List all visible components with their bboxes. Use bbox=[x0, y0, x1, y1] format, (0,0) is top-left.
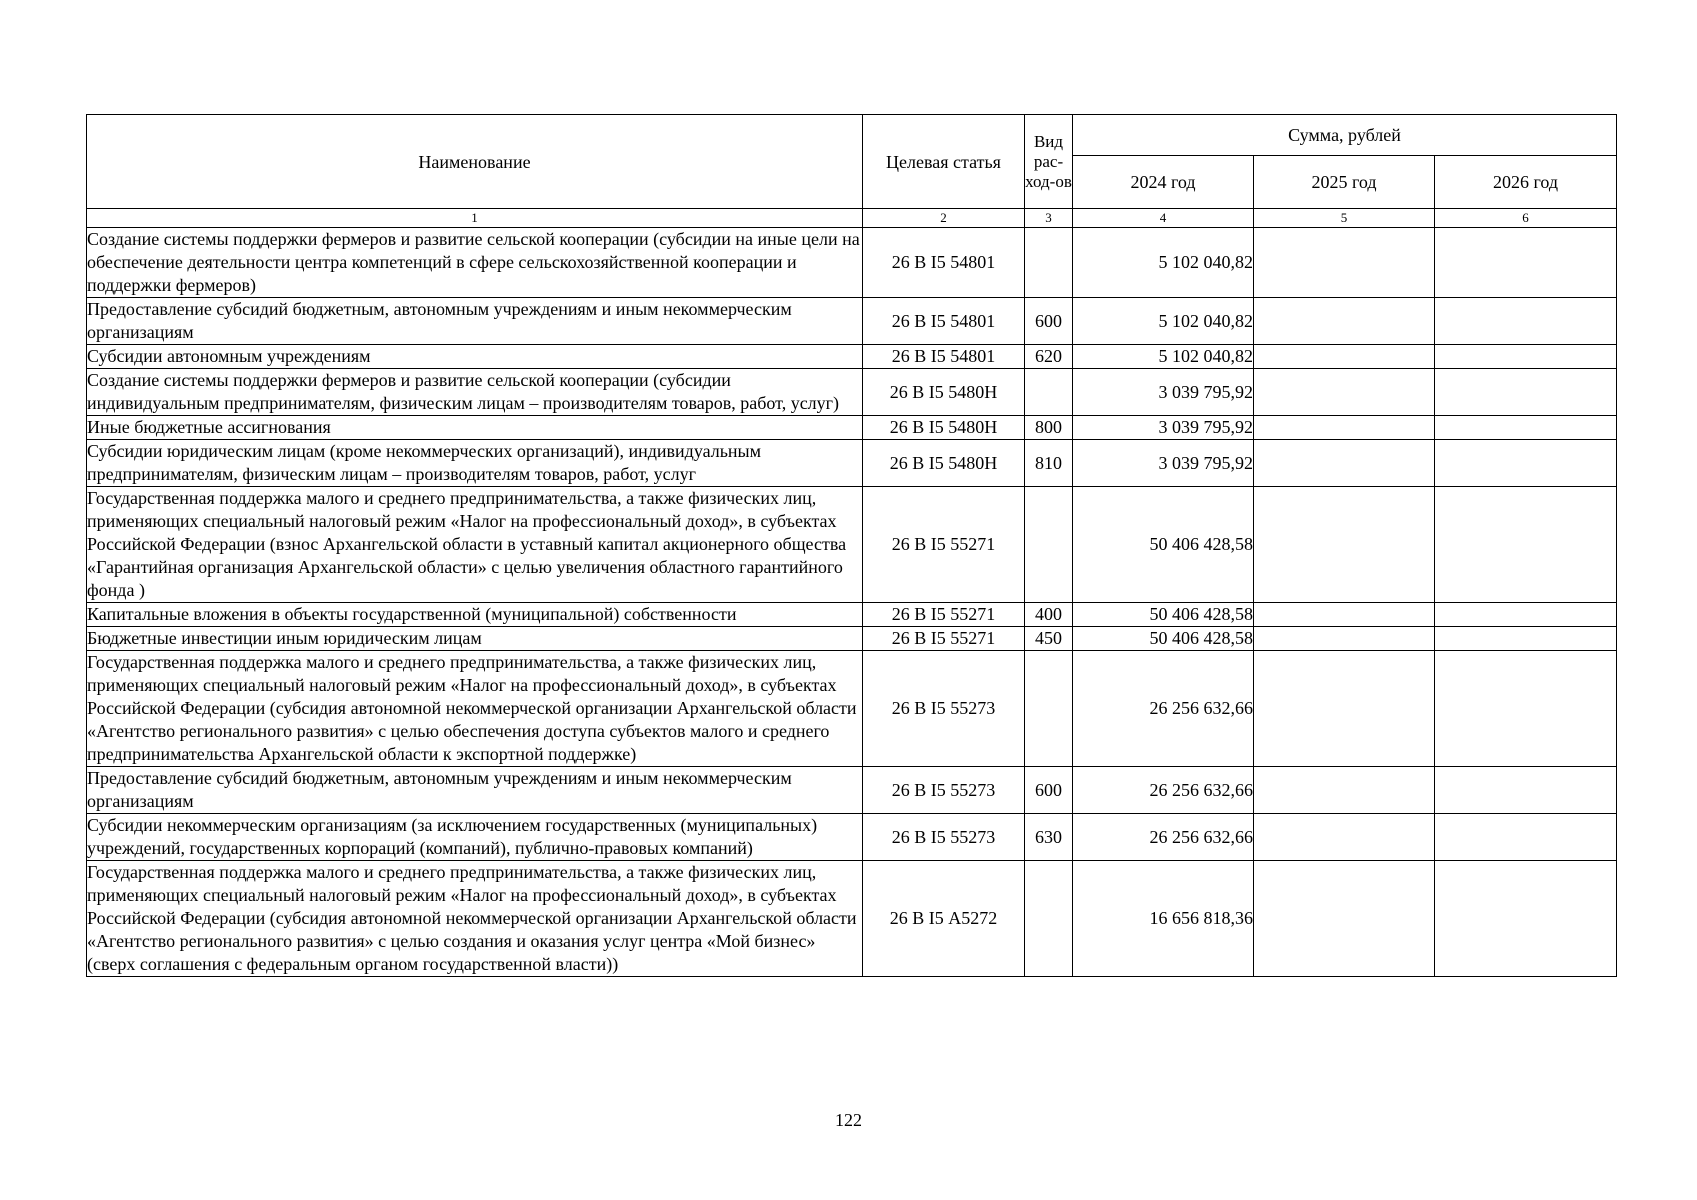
header-year-2024: 2024 год bbox=[1073, 156, 1254, 209]
row-amount-2024: 26 256 632,66 bbox=[1073, 767, 1254, 814]
row-amount-2025 bbox=[1254, 440, 1435, 487]
row-amount-2024: 5 102 040,82 bbox=[1073, 345, 1254, 369]
table-header bbox=[87, 115, 1617, 228]
table-row bbox=[87, 228, 1617, 298]
row-target-article: 26 В I5 5480Н bbox=[863, 440, 1025, 487]
row-amount-2025 bbox=[1254, 814, 1435, 861]
row-amount-2026 bbox=[1435, 861, 1617, 977]
row-expense-type bbox=[1025, 369, 1073, 416]
header-expense-type: Вид рас-ход-ов bbox=[1025, 115, 1073, 209]
row-amount-2026 bbox=[1435, 228, 1617, 298]
table-row bbox=[87, 767, 1617, 814]
row-target-article: 26 В I5 55273 bbox=[863, 767, 1025, 814]
row-expense-type: 400 bbox=[1025, 603, 1073, 627]
row-amount-2024: 50 406 428,58 bbox=[1073, 627, 1254, 651]
table-row bbox=[87, 369, 1617, 416]
row-expense-type: 600 bbox=[1025, 298, 1073, 345]
row-target-article: 26 В I5 55273 bbox=[863, 651, 1025, 767]
column-number: 1 bbox=[87, 209, 863, 228]
row-target-article: 26 В I5 55273 bbox=[863, 814, 1025, 861]
row-amount-2026 bbox=[1435, 440, 1617, 487]
row-amount-2024: 5 102 040,82 bbox=[1073, 298, 1254, 345]
row-amount-2025 bbox=[1254, 298, 1435, 345]
row-amount-2026 bbox=[1435, 298, 1617, 345]
row-expense-type: 810 bbox=[1025, 440, 1073, 487]
page-number: 122 bbox=[835, 1110, 862, 1130]
row-name: Субсидии юридическим лицам (кроме некоммерческих организаций), индивидуальным предпринимателям, физическим лицам – производителям товаров, работ, услуг bbox=[87, 440, 863, 487]
row-amount-2025 bbox=[1254, 603, 1435, 627]
header-sum: Сумма, рублей bbox=[1073, 115, 1617, 156]
row-amount-2026 bbox=[1435, 651, 1617, 767]
row-amount-2026 bbox=[1435, 767, 1617, 814]
table-row bbox=[87, 861, 1617, 977]
row-target-article: 26 В I5 54801 bbox=[863, 298, 1025, 345]
row-amount-2025 bbox=[1254, 651, 1435, 767]
row-amount-2025 bbox=[1254, 627, 1435, 651]
row-amount-2025 bbox=[1254, 345, 1435, 369]
row-amount-2026 bbox=[1435, 603, 1617, 627]
row-amount-2024: 3 039 795,92 bbox=[1073, 369, 1254, 416]
row-amount-2026 bbox=[1435, 627, 1617, 651]
header-target-article: Целевая статья bbox=[863, 115, 1025, 209]
row-amount-2025 bbox=[1254, 767, 1435, 814]
header-year-2026: 2026 год bbox=[1435, 156, 1617, 209]
row-name: Бюджетные инвестиции иным юридическим лицам bbox=[87, 627, 863, 651]
row-expense-type: 800 bbox=[1025, 416, 1073, 440]
column-number: 3 bbox=[1025, 209, 1073, 228]
row-amount-2024: 5 102 040,82 bbox=[1073, 228, 1254, 298]
row-expense-type: 600 bbox=[1025, 767, 1073, 814]
row-target-article: 26 В I5 54801 bbox=[863, 345, 1025, 369]
row-target-article: 26 В I5 5480Н bbox=[863, 416, 1025, 440]
row-expense-type bbox=[1025, 487, 1073, 603]
row-expense-type bbox=[1025, 228, 1073, 298]
row-target-article: 26 В I5 55271 bbox=[863, 603, 1025, 627]
table-row bbox=[87, 603, 1617, 627]
row-name: Государственная поддержка малого и среднего предпринимательства, а также физических лиц, применяющих специальный налоговый режим «Налог на профессиональный доход», в субъектах Российской Федерации (субсидия автономной некоммерческой организации Архангельской области «Агентство регионального развития» с целью обеспечения доступа субъектов малого и среднего предпринимательства Архангельской области к экспортной поддержке) bbox=[87, 651, 863, 767]
row-amount-2024: 3 039 795,92 bbox=[1073, 416, 1254, 440]
table-row bbox=[87, 440, 1617, 487]
column-number: 5 bbox=[1254, 209, 1435, 228]
table-row bbox=[87, 416, 1617, 440]
row-name: Государственная поддержка малого и среднего предпринимательства, а также физических лиц, применяющих специальный налоговый режим «Налог на профессиональный доход», в субъектах Российской Федерации (субсидия автономной некоммерческой организации Архангельской области «Агентство регионального развития» с целью создания и оказания услуг центра «Мой бизнес» (сверх соглашения с федеральным органом государственной власти)) bbox=[87, 861, 863, 977]
row-amount-2026 bbox=[1435, 345, 1617, 369]
table-row bbox=[87, 651, 1617, 767]
row-amount-2024: 16 656 818,36 bbox=[1073, 861, 1254, 977]
header-year-2025: 2025 год bbox=[1254, 156, 1435, 209]
row-amount-2026 bbox=[1435, 814, 1617, 861]
column-number-row bbox=[87, 209, 1617, 228]
table-row bbox=[87, 487, 1617, 603]
table-row bbox=[87, 345, 1617, 369]
row-amount-2026 bbox=[1435, 416, 1617, 440]
row-expense-type: 450 bbox=[1025, 627, 1073, 651]
row-target-article: 26 В I5 55271 bbox=[863, 487, 1025, 603]
row-name: Создание системы поддержки фермеров и развитие сельской кооперации (субсидии на иные цели на обеспечение деятельности центра компетенций в сфере сельскохозяйственной кооперации и поддержки фермеров) bbox=[87, 228, 863, 298]
row-expense-type bbox=[1025, 861, 1073, 977]
table-row bbox=[87, 298, 1617, 345]
row-amount-2026 bbox=[1435, 369, 1617, 416]
row-amount-2024: 26 256 632,66 bbox=[1073, 651, 1254, 767]
row-name: Иные бюджетные ассигнования bbox=[87, 416, 863, 440]
header-name: Наименование bbox=[87, 115, 863, 209]
row-amount-2024: 50 406 428,58 bbox=[1073, 603, 1254, 627]
row-amount-2025 bbox=[1254, 487, 1435, 603]
row-amount-2025 bbox=[1254, 369, 1435, 416]
row-amount-2025 bbox=[1254, 416, 1435, 440]
row-amount-2025 bbox=[1254, 228, 1435, 298]
row-target-article: 26 В I5 54801 bbox=[863, 228, 1025, 298]
row-amount-2025 bbox=[1254, 861, 1435, 977]
row-expense-type bbox=[1025, 651, 1073, 767]
row-name: Создание системы поддержки фермеров и развитие сельской кооперации (субсидии индивидуальным предпринимателям, физическим лицам – производителям товаров, работ, услуг) bbox=[87, 369, 863, 416]
row-target-article: 26 В I5 А5272 bbox=[863, 861, 1025, 977]
row-name: Субсидии автономным учреждениям bbox=[87, 345, 863, 369]
column-number: 6 bbox=[1435, 209, 1617, 228]
column-number: 4 bbox=[1073, 209, 1254, 228]
row-amount-2024: 3 039 795,92 bbox=[1073, 440, 1254, 487]
row-amount-2026 bbox=[1435, 487, 1617, 603]
row-name: Капитальные вложения в объекты государственной (муниципальной) собственности bbox=[87, 603, 863, 627]
table-row bbox=[87, 627, 1617, 651]
row-name: Предоставление субсидий бюджетным, автономным учреждениям и иным некоммерческим организациям bbox=[87, 298, 863, 345]
row-target-article: 26 В I5 55271 bbox=[863, 627, 1025, 651]
row-name: Государственная поддержка малого и среднего предпринимательства, а также физических лиц, применяющих специальный налоговый режим «Налог на профессиональный доход», в субъектах Российской Федерации (взнос Архангельской области в уставный капитал акционерного общества «Гарантийная организация Архангельской области» с целью увеличения областного гарантийного фонда ) bbox=[87, 487, 863, 603]
row-expense-type: 630 bbox=[1025, 814, 1073, 861]
budget-table bbox=[86, 114, 1617, 977]
row-name: Субсидии некоммерческим организациям (за исключением государственных (муниципальных) учреждений, государственных корпораций (компаний), публично-правовых компаний) bbox=[87, 814, 863, 861]
row-target-article: 26 В I5 5480Н bbox=[863, 369, 1025, 416]
column-number: 2 bbox=[863, 209, 1025, 228]
row-expense-type: 620 bbox=[1025, 345, 1073, 369]
table-row bbox=[87, 814, 1617, 861]
row-amount-2024: 26 256 632,66 bbox=[1073, 814, 1254, 861]
row-name: Предоставление субсидий бюджетным, автономным учреждениям и иным некоммерческим организациям bbox=[87, 767, 863, 814]
row-amount-2024: 50 406 428,58 bbox=[1073, 487, 1254, 603]
table-body bbox=[87, 228, 1617, 977]
